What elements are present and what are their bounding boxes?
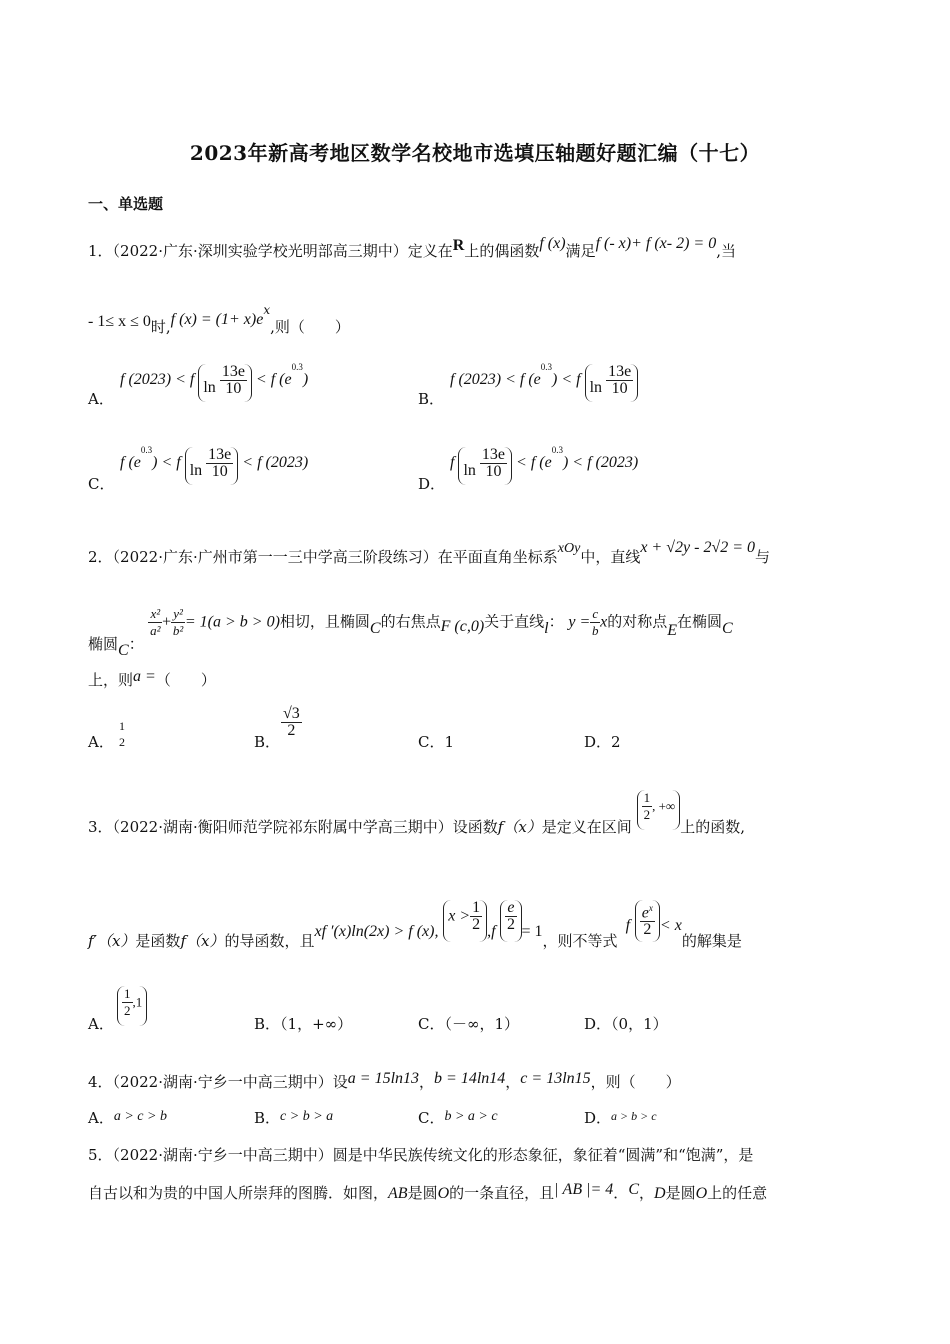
expr-lt: < (505, 371, 516, 389)
q4-text1: ，则（ ） (590, 1073, 681, 1091)
frac-num: x² (150, 606, 161, 621)
q2-text2: 与 (755, 548, 771, 566)
q3-fx: f（x） (497, 818, 542, 836)
frac-num: √3 (283, 705, 300, 722)
expr-lt: < (242, 454, 254, 472)
q1-option-a-expr (120, 364, 308, 404)
q2-C: C (722, 619, 733, 637)
q3-ltx: < x (659, 917, 682, 934)
q4-c: c = 13ln15 (520, 1070, 591, 1087)
q3-fx: f（x） (180, 932, 225, 950)
q4-b-value: c > b > a (280, 1109, 334, 1124)
q3-option-a-label: A． (88, 1015, 114, 1033)
frac-num: 1 (472, 899, 481, 916)
q2-text10: （ ） (155, 671, 216, 689)
q4-c-label: C． (418, 1109, 445, 1127)
q3-e: e (641, 904, 649, 922)
q1-number: 1． (88, 242, 113, 260)
q4-sep: ， (505, 1073, 521, 1091)
q3-option-a-value (117, 986, 147, 1026)
expr-f2023: f (2023) (257, 454, 309, 472)
q2-number: 2． (88, 548, 113, 566)
q2-text4: 相切，且椭圆 (279, 612, 370, 631)
frac-den: 2 (643, 921, 652, 939)
expr-close: ) (152, 454, 158, 472)
q2-text3: 椭圆 (88, 634, 119, 653)
expr-lt: < (255, 371, 267, 389)
q2-colon: ： (128, 634, 144, 653)
q2-option-d: D．2 (584, 733, 621, 751)
q4-option-c (418, 1107, 498, 1128)
q2-y: y = (568, 613, 591, 631)
q5-number: 5． (88, 1146, 113, 1164)
q4-number: 4． (88, 1073, 113, 1091)
question-3-line2 (88, 900, 742, 950)
frac-den: 10 (225, 380, 242, 397)
expr-fe: f (e (270, 371, 292, 389)
frac-num: 1 (124, 986, 131, 1001)
frac-den: 10 (485, 463, 502, 480)
frac-den: 2 (119, 735, 125, 749)
q2-option-b-value (281, 706, 302, 739)
question-1-line2 (88, 303, 350, 337)
q5-C: C (628, 1181, 639, 1198)
q4-c-value: b > a > c (444, 1109, 498, 1124)
q2-text6: 关于直线 (484, 612, 545, 631)
q1-condition: - 1≤ x ≤ 0 (88, 313, 151, 330)
q3-source: （2022·湖南·衡阳师范学院祁东附属中学高三期中）设函数 (112, 818, 498, 836)
q2-l: l (544, 619, 549, 637)
q2-a: a = (133, 668, 156, 685)
frac-num: 13e (221, 363, 245, 380)
expr-sup: 0.3 (540, 362, 553, 372)
q1-equation2: f (x) = (1+ x)e (170, 311, 264, 328)
frac-num: 13e (608, 363, 632, 380)
q3-text2: 上的函数, (680, 818, 745, 836)
q1-option-c-expr (120, 447, 308, 487)
expr-f: f (576, 371, 581, 389)
q2-ellipse-cond: = 1(a > b > 0) (184, 613, 280, 631)
q3-a-tail: ,1 (132, 994, 143, 1010)
q5-text-b: 是圆 (407, 1184, 438, 1202)
frac-den: 10 (611, 380, 628, 397)
q2-focus: F (c,0) (440, 617, 485, 635)
q3-comma: , (487, 923, 492, 940)
q4-a: a = 15ln13 (347, 1070, 420, 1087)
question-3-line1 (88, 790, 745, 834)
q1-text2: 满足 (565, 242, 596, 260)
expr-fe: f (e (530, 454, 552, 472)
expr-lt: < (561, 371, 573, 389)
frac-num: 1 (119, 719, 125, 733)
q4-b: b = 14ln14 (434, 1070, 506, 1087)
question-2-line3 (88, 669, 216, 690)
q2-text9: 上，则 (88, 671, 134, 689)
q3-cond: x > (448, 907, 471, 925)
q1-option-c-label: C． (88, 475, 115, 493)
q2-option-b-label: B． (254, 733, 281, 751)
expr-lt: < (161, 454, 173, 472)
q3-text4: 的导函数，且 (224, 932, 315, 950)
q2-option-a-label: A． (88, 733, 114, 751)
q3-f: f (625, 917, 631, 934)
q5-AB: AB (388, 1185, 408, 1202)
frac-num: e (507, 899, 515, 916)
q1-text1: 上的偶函数 (464, 242, 540, 260)
q5-O: O (437, 1185, 450, 1202)
frac-den: b² (172, 623, 184, 638)
q1-option-b-label: B． (418, 390, 445, 408)
expr-ln: ln (189, 462, 203, 480)
frac-den: b (591, 623, 599, 638)
expr-sup: 0.3 (140, 445, 153, 455)
q1-fx: f (x) (539, 235, 566, 252)
q3-text3: 是函数 (135, 932, 181, 950)
q3-inequality: xf ′(x)ln(2x) > f (x), (314, 923, 439, 940)
q3-eq1: = 1 (521, 923, 543, 940)
q2-x: x (600, 613, 608, 631)
question-2-line2 (88, 606, 733, 659)
expr-lt: < (175, 371, 186, 389)
page-title: 2023年新高考地区数学名校地市选填压轴题好题汇编（十七） (189, 141, 761, 165)
frac-den: a² (150, 623, 161, 638)
q5-text-line1: （2022·湖南·宁乡一中高三期中）圆是中华民族传统文化的形态象征，象征着“圆满”和“饱满”，是 (112, 1146, 754, 1164)
frac-den: 2 (124, 1003, 131, 1018)
q2-colon: ： (548, 612, 564, 631)
q3-f: f (491, 923, 496, 940)
q5-text-f: 上的任意 (707, 1184, 768, 1202)
q5-O: O (695, 1185, 708, 1202)
frac-den: 2 (287, 722, 296, 739)
q2-source: （2022·广东·广州市第一一三中学高三阶段练习）在平面直角坐标系 (112, 548, 558, 566)
q3-text5: ，则不等式 (542, 932, 618, 950)
q5-D: D (654, 1185, 666, 1202)
expr-ln: ln (589, 379, 603, 397)
expr-f: f (176, 454, 181, 472)
q4-d-value: a > b > c (611, 1109, 657, 1123)
q3-option-c: C．（－∞，1） (418, 1015, 520, 1033)
q3-interval-tail: , +∞ (652, 798, 676, 814)
expr-fe: f (e (519, 371, 541, 389)
question-4 (88, 1071, 681, 1092)
q1-sup-x: x (263, 303, 271, 317)
q1-equation1: f (- x)+ f (x- 2) = 0 (595, 235, 717, 252)
frac-den: 2 (472, 916, 481, 933)
q5-text-e: 是圆 (665, 1184, 696, 1202)
expr-sup: 0.3 (551, 445, 563, 455)
q2-text1: 中，直线 (580, 548, 641, 566)
expr-f: f (189, 371, 195, 389)
q1-option-d-label: D． (418, 475, 446, 493)
q3-number: 3． (88, 818, 113, 836)
q3-option-d: D．（0，1） (584, 1015, 668, 1033)
q3-text6: 的解集是 (681, 932, 742, 950)
expr-f: f (450, 454, 455, 472)
q4-source: （2022·湖南·宁乡一中高三期中）设 (112, 1073, 348, 1091)
frac-num: 1 (643, 790, 651, 805)
q1-source: （2022·广东·深圳实验学校光明部高三期中）定义在 (112, 242, 453, 260)
q1-text3: ,当 (716, 242, 736, 260)
q5-comma: ， (638, 1184, 654, 1202)
expr-fe: f (e (120, 454, 141, 472)
expr-sup: 0.3 (291, 362, 303, 372)
expr-lt: < (572, 454, 584, 472)
q2-text5: 的右焦点 (380, 612, 441, 631)
q4-sep: ， (419, 1073, 435, 1091)
q3-text1: 是定义在区间 (541, 818, 632, 836)
q2-C: C (118, 641, 129, 659)
q1-option-b-expr (450, 364, 638, 404)
expr-f2023: f (2023) (120, 371, 172, 389)
q4-option-d (584, 1107, 657, 1128)
question-5-line1 (88, 1144, 753, 1165)
expr-lt: < (516, 454, 527, 472)
q2-option-c: C．1 (418, 733, 455, 751)
question-5-line2 (88, 1182, 767, 1203)
q3-option-b: B．（1，+∞） (254, 1015, 353, 1033)
frac-num: y² (173, 606, 183, 621)
q5-text-d: ． (613, 1184, 629, 1202)
q4-a-value: a > c > b (113, 1109, 167, 1124)
q2-plus: + (162, 613, 172, 631)
section-heading: 一、单选题 (88, 195, 164, 213)
q4-a-label: A． (88, 1109, 114, 1127)
q5-text-c: 的一条直径，且 (449, 1184, 555, 1202)
expr-close: ) (552, 371, 558, 389)
q2-option-a-value (117, 718, 127, 750)
frac-den: 2 (506, 916, 515, 933)
frac-num: 13e (481, 446, 506, 463)
q4-option-b (254, 1107, 333, 1128)
q1-R: R (452, 237, 465, 254)
q2-text7: 的对称点 (607, 612, 668, 631)
expr-f2023: f (2023) (587, 454, 639, 472)
frac-num: c (592, 606, 599, 621)
q5-text-a: 自古以和为贵的中国人所崇拜的图腾．如图， (88, 1184, 389, 1202)
q2-line-equation: x + √2y - 2√2 = 0 (640, 539, 756, 556)
q2-text8: 在椭圆 (677, 612, 723, 631)
frac-den: 2 (643, 807, 651, 822)
question-1-line1 (88, 235, 736, 261)
expr-close: ) (562, 454, 569, 472)
q2-E: E (667, 621, 677, 639)
expr-close: ) (302, 371, 309, 389)
expr-ln: ln (463, 462, 476, 480)
frac-num: 13e (208, 446, 232, 463)
q2-xoy: xOy (557, 541, 581, 556)
q1-text4: 时, (150, 318, 171, 336)
q1-text5: ,则（ ） (270, 318, 350, 336)
q3-sup-x: x (648, 903, 653, 913)
q4-option-a (88, 1107, 167, 1128)
q2-C: C (369, 619, 381, 637)
q5-AB-length: | AB |= 4 (554, 1181, 614, 1198)
expr-ln: ln (203, 379, 216, 397)
q1-option-a-label: A． (88, 390, 114, 408)
q3-fprime: f′（x） (88, 932, 136, 950)
q1-option-d-expr (450, 447, 638, 487)
q4-d-label: D． (584, 1109, 612, 1127)
q4-b-label: B． (254, 1109, 281, 1127)
question-2-line1 (88, 539, 771, 567)
frac-den: 10 (211, 463, 228, 480)
expr-f2023: f (2023) (450, 371, 502, 389)
